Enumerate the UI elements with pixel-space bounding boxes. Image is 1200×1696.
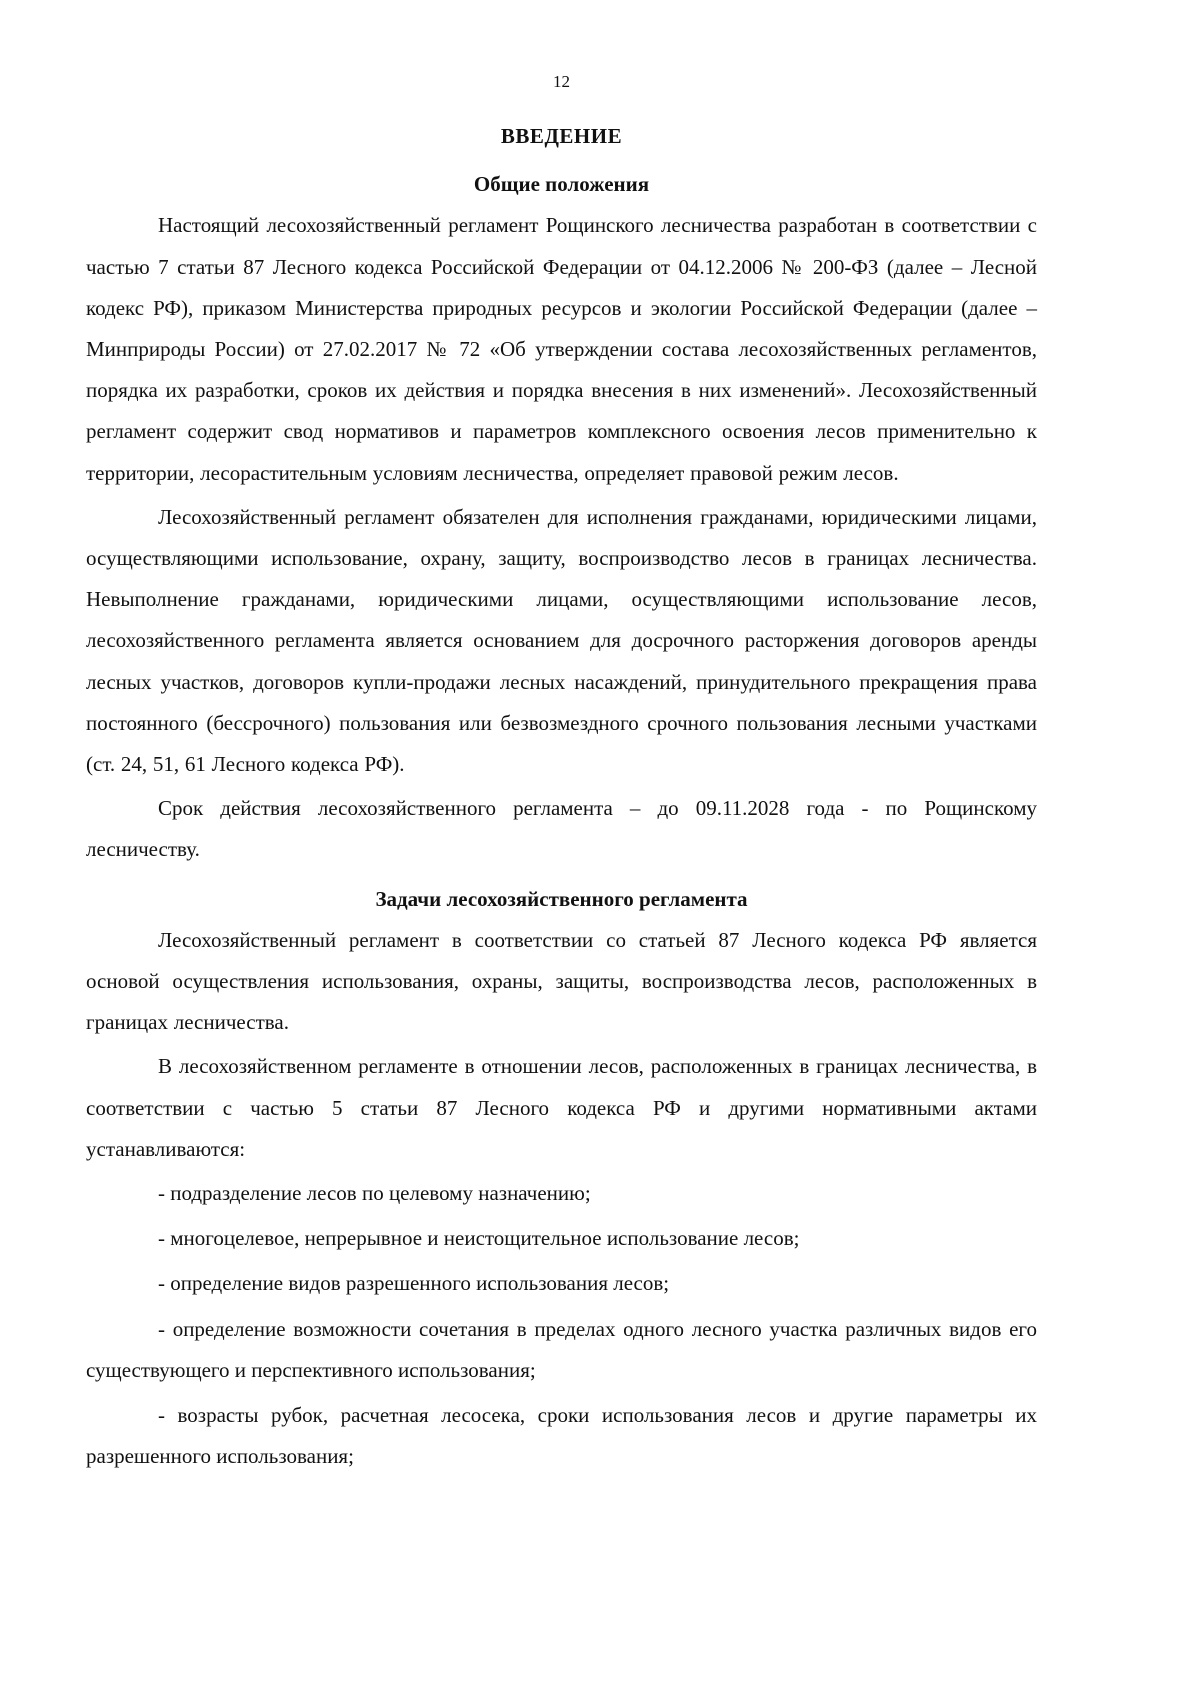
page-number: 12 [553,72,570,91]
section-heading-general: Общие положения [473,172,650,197]
list-item: - многоцелевое, непрерывное и неистощительное использование лесов; [158,1226,800,1251]
list-item: - возрасты рубок, расчетная лесосека, сроки использования лесов и другие параметры их разрешенного использования; [86,1403,1037,1469]
list-item: - подразделение лесов по целевому назначению; [158,1181,591,1206]
list-item: - определение видов разрешенного использования лесов; [158,1271,670,1296]
paragraph: Срок действия лесохозяйственного регламента – до 09.11.2028 года - по Рощинскому лесничеству. [86,796,1037,862]
document-title: ВВЕДЕНИЕ [500,124,623,148]
document-body [86,116,1037,1482]
paragraph: Лесохозяйственный регламент в соответствии со статьей 87 Лесного кодекса РФ является основой осуществления использования, охраны, защиты, воспроизводства лесов, расположенных в границах лесничества. [86,927,1037,1035]
paragraph: Настоящий лесохозяйственный регламент Рощинского лесничества разработан в соответствии с частью 7 статьи 87 Лесного кодекса Российской Федерации от 04.12.2006 № 200-ФЗ (далее – Лесной кодекс РФ), приказом Министерства природных ресурсов и экологии Российской Федерации (далее – Минприроды России) от 27.02.2017 № 72 «Об утверждении состава лесохозяйственных регламентов, порядка их разработки, сроков их действия и порядка внесения в них изменений». Лесохозяйственный регламент содержит свод нормативов и параметров комплексного освоения лесов применительно к территории, лесорастительным условиям лесничества, определяет правовой режим лесов. [86,213,1037,485]
paragraph: В лесохозяйственном регламенте в отношении лесов, расположенных в границах лесничества, в соответствии с частью 5 статьи 87 Лесного кодекса РФ и другими нормативными актами устанавливаются: [86,1054,1037,1161]
list-item: - определение возможности сочетания в пределах одного лесного участка различных видов его существующего и перспективного использования; [86,1316,1037,1382]
paragraph: Лесохозяйственный регламент обязателен для исполнения гражданами, юридическими лицами, осуществляющими использование, охрану, защиту, воспроизводство лесов в границах лесничества. Невыполнение гражданами, юридическими лицами, осуществляющими использование лесов, лесохозяйственного регламента является основанием для досрочного расторжения договоров аренды лесных участков, договоров купли-продажи лесных насаждений, принудительного прекращения права постоянного (бессрочного) пользования или безвозмездного срочного пользования лесными участками (ст. 24, 51, 61 Лесного кодекса РФ). [86,504,1037,777]
section-heading-tasks: Задачи лесохозяйственного регламента [375,886,748,911]
